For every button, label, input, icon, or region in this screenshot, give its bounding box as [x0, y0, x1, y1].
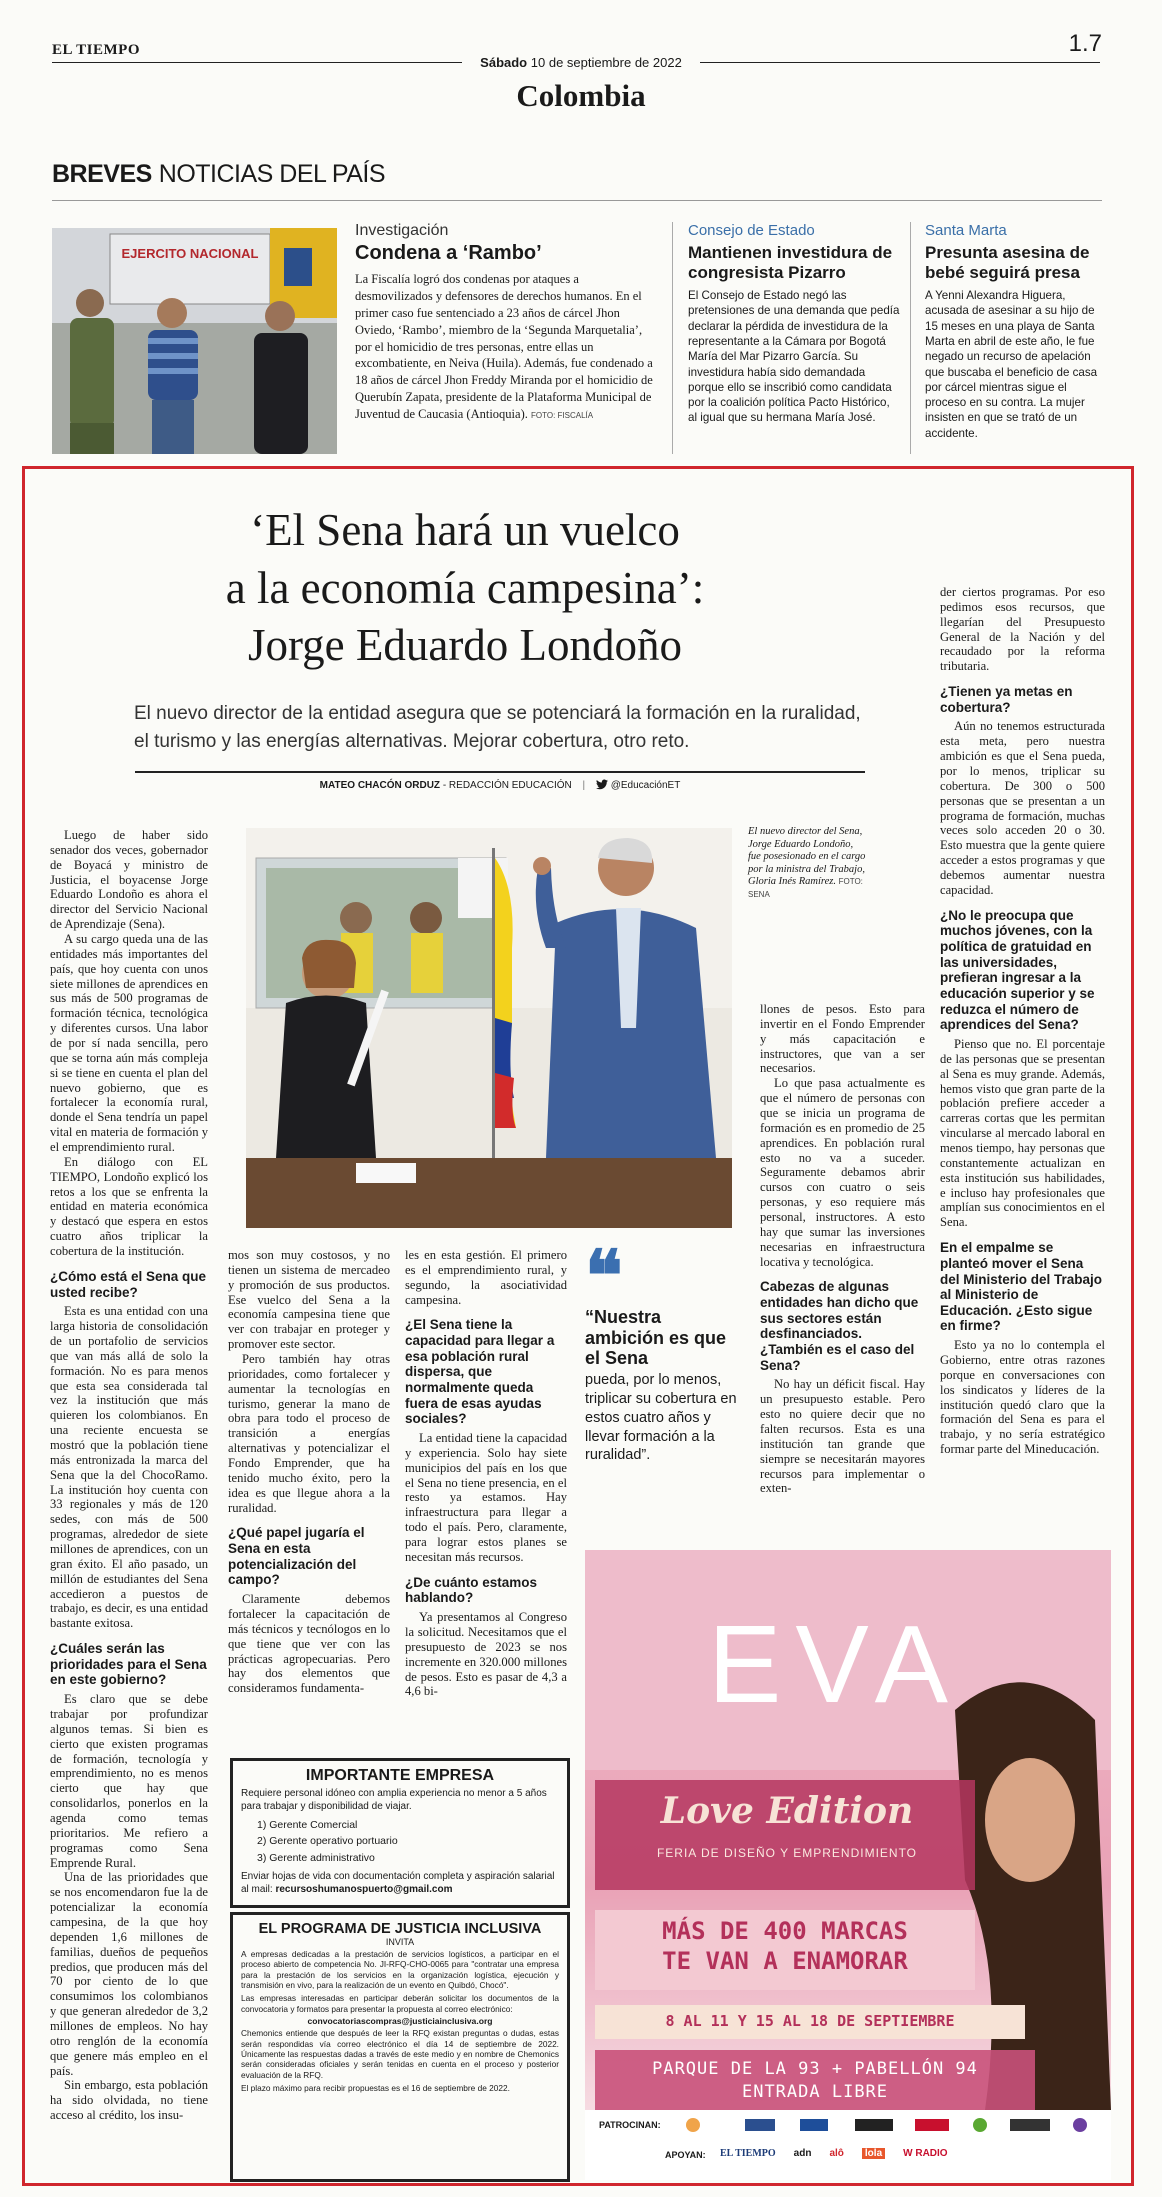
breve-1-credit: FOTO: FISCALÍA — [531, 411, 594, 420]
col4-paragraph: Lo que pasa actualmente es que el número de personas con que se inicia un programa de formación es en promedio de 25 aprendices. En población rural esto no va a suceder. Seguramente debamos abrir cursos con cuatro o seis personas, y eso requiere más personal, instructores. A esto hay que sumar las inversiones necesarias en infraestructura locativa y tecnológica. — [760, 1076, 925, 1269]
eva-marcas-line2: TE VAN A ENAMORAR — [662, 1947, 908, 1975]
ad-empresa-footer — [241, 1870, 559, 1896]
article-column-4 — [760, 1002, 925, 1496]
eva-brand: EVA — [708, 1603, 962, 1726]
question-heading: En el empalme se planteó mover el Sena del Ministerio del Trabajo al Ministerio de Educación. ¿Esto sigue en firme? — [940, 1240, 1103, 1334]
photo-caption — [748, 826, 868, 902]
article-deck: El nuevo director de la entidad asegura que se potenciará la formación en la ruralidad, el turismo y las energías alternativas. Mejorar cobertura, otro reto. — [134, 703, 861, 752]
question-heading: ¿Tienen ya metas en cobertura? — [940, 684, 1073, 715]
col1-paragraph: Luego de haber sido senador dos veces, gobernador de Boyacá y ministro de Justicia, el boyacense Jorge Eduardo Londoño es ahora el director del Servicio Nacional de Aprendizaje (Sena). — [50, 828, 208, 932]
question-heading: ¿De cuánto estamos hablando? — [405, 1574, 538, 1606]
eva-sponsor-logos — [675, 2116, 1095, 2134]
ad-justicia-p3: Chemonics entiende que después de leer la RFQ existan preguntas o dudas, estas serán respondidas vía correo electrónico el día 14 de septiembre de 2022. Únicamente las respuestas dadas a través de este medio y en nombre de Chemonics serán consideradas oficiales y serán tenidas en cuenta en el proceso y posterior evaluación de la RFQ. — [241, 2028, 559, 2080]
breve-1-kicker: Investigación — [355, 222, 449, 239]
answer-paragraph: Pienso que no. El porcentaje de las personas que se presentan al Sena es muy grande. Además, hemos visto que gran parte de la población prefiere acceder a carreras cortas que les permitan vincularse al mercado laboral en menos tiempo, hay personas que constantemente actualizan en esta institución sus habilidades, e incluso hay profesionales que amplían sus conocimientos en el Sena. — [940, 1037, 1105, 1230]
logo-lola: lola — [862, 2148, 885, 2159]
eva-patrocinan-label: PATROCINAN: — [599, 2120, 661, 2130]
title-line-1: ‘El Sena hará un vuelco — [250, 505, 680, 555]
sign-text: EJERCITO NACIONAL — [121, 246, 259, 261]
answer-paragraph: Esto ya no lo contempla el Gobierno, entre otras razones porque en conversaciones con los sindicatos y líderes de la institución quedó claro que la formación del Sena es para el trabajo, y no sería estratégico formar parte del Mineducación. — [940, 1338, 1105, 1457]
eva-feria: FERIA DE DISEÑO Y EMPRENDIMIENTO — [656, 1846, 918, 1860]
question-heading: ¿Cómo está el Sena que usted recibe? — [50, 1268, 207, 1300]
article-column-3 — [405, 1248, 567, 1699]
ad-justicia-p2: Las empresas interesadas en participar deberán solicitar los documentos de la convocatoria y formatos para presentar la propuesta al correo electrónico: — [241, 1993, 559, 2014]
breve-3-headline: Presunta asesina de bebé seguirá presa — [925, 243, 1090, 282]
breve-item-1 — [355, 222, 655, 423]
classified-ad-empresa — [230, 1758, 570, 1908]
ad-empresa-list — [257, 1817, 559, 1866]
quote-icon: ❝ — [585, 1239, 623, 1316]
article-column-2 — [228, 1248, 390, 1696]
pull-quote — [585, 1239, 745, 1465]
breve-2-headline: Mantienen investidura de congresista Pizarro — [688, 243, 893, 282]
logo-adn: adn — [793, 2148, 812, 2159]
logo-el-tiempo: EL TIEMPO — [720, 2148, 776, 2159]
question-heading: ¿No le preocupa que muchos jóvenes, con la política de gratuidad en las universidades, prefieran ingresar a la educación superior y se reduzca el número de aprendices del Sena? — [940, 907, 1095, 1033]
title-line-3: Jorge Eduardo Londoño — [247, 620, 683, 671]
breve-3-kicker: Santa Marta — [925, 222, 1007, 239]
classified-ad-justicia — [230, 1912, 570, 2182]
breves-divider-1 — [672, 222, 673, 454]
question-heading: ¿Cuáles serán las prioridades para el Sena en este gobierno? — [50, 1641, 207, 1688]
question-heading: ¿Qué papel jugaría el Sena en esta potencialización del campo? — [228, 1525, 365, 1588]
pull-quote-bold: “Nuestra ambición es que el Sena — [585, 1307, 727, 1369]
twitter-handle[interactable]: @EducaciónET — [610, 780, 681, 791]
breves-photo — [52, 228, 337, 454]
logo-w-radio: W RADIO — [903, 2148, 948, 2159]
section-title: Colombia — [516, 78, 646, 113]
breve-3-body: A Yenni Alexandra Higuera, acusada de asesinar a su hijo de 15 meses en una playa de Santa Marta en abril de este año, le fue negado un recurso de apelación que buscaba el beneficio de casa por cárcel mientras sigue el proceso en su contra. La mujer insisten en que se trató de un accidente. — [925, 289, 1098, 440]
breve-2-body: El Consejo de Estado negó las pretensiones de una demanda que pedía declarar la pérdida de investidura de la representante a la Cámara por Bogotá María del Mar Pizarro García. Su investidura había sido demandada porque ello se inscribió como candidata por la coalición política Pacto Histórico, al igual que su hermana María José. — [688, 289, 900, 425]
breve-item-3 — [925, 222, 1100, 441]
breve-2-kicker: Consejo de Estado — [688, 222, 815, 239]
eva-apoyan-logos — [720, 2148, 948, 2159]
ad-justicia-p4: El plazo máximo para recibir propuestas es el 16 de septiembre de 2022. — [241, 2082, 510, 2093]
eva-apoyan-label: APOYAN: — [665, 2150, 706, 2160]
article-title — [140, 502, 790, 675]
answer-paragraph: No hay un déficit fiscal. Hay un presupuesto estable. Pero esto no quiere decir que no falten recursos. Esta es una institución tan grande que siempre se necesitarán mayores recursos para implementar o exten- — [760, 1377, 925, 1496]
eva-dates: 8 AL 11 Y 15 AL 18 DE SEPTIEMBRE — [665, 2012, 955, 2030]
ad-empresa-email[interactable]: recursoshumanospuerto@gmail.com — [275, 1883, 453, 1895]
eva-entry: ENTRADA LIBRE — [741, 2081, 889, 2102]
answer-paragraph: La entidad tiene la capacidad y experiencia. Solo hay siete municipios del país en los que el Sena no tiene presencia, en el resto ya estamos. Hay infraestructura para llegar a todo el país. Pero, claramente, para lograr estos planes se necesitan más recursos. — [405, 1431, 567, 1564]
article-column-5 — [940, 585, 1105, 1457]
answer-paragraph: Claramente debemos fortalecer la capacitación de más técnicos y tecnólogos en lo que tiene que ver con las prácticas agropecuarias. Pero hay dos elementos que consideramos fundamenta- — [228, 1592, 390, 1696]
breves-label-bold: BREVES — [52, 160, 152, 188]
col3-paragraph: les en esta gestión. El primero es el emprendimiento rural, y segundo, la asociatividad campesina. — [405, 1248, 567, 1307]
eva-edition: Love Edition — [660, 1790, 914, 1832]
eva-marcas-line1: MÁS DE 400 MARCAS — [662, 1917, 908, 1945]
answer-paragraph: Ya presentamos al Congreso la solicitud. Necesitamos que el presupuesto de 2023 se nos incremente en 320.000 millones de pesos. Esto es pasar de 4,3 a 4,6 bi- — [405, 1610, 567, 1699]
ad-empresa-item: 1) Gerente Comercial — [257, 1819, 358, 1831]
breve-1-body — [355, 271, 655, 423]
eva-marcas — [599, 1916, 971, 1976]
breves-label-text: NOTICIAS DEL PAÍS — [158, 160, 386, 188]
answer-paragraph: Esta es una entidad con una larga historia de consolidación de un portafolio de servicios que van más allá de solo la formación. No es para menos que esta sea considerada tal vez la institución que más quieren los colombianos. En una reciente encuesta se mostró que la población tiene más entronizada la marca del Sena que la del ChocoRamo. La institución hoy cuenta con 33 regionales y más de 120 sedes, con más de 500 programas, alrededor de siete millones de aprendices, con un gran éxito. El año pasado, un millón de estudiantes del Sena accedieron a puestos de trabajo, es decir, es una entidad bastante exitosa. — [50, 1304, 208, 1631]
breves-divider-2 — [910, 222, 911, 454]
breve-item-2 — [688, 222, 900, 426]
pull-quote-text: pueda, por lo menos, triplicar su cobertura en estos cuatro años y llevar formación a la ruralidad”. — [585, 1372, 737, 1464]
eva-venue-block — [595, 2058, 1035, 2104]
logo-alo: alô — [829, 2148, 844, 2159]
ad-empresa-item: 3) Gerente administrativo — [257, 1851, 375, 1864]
breve-1-headline: Condena a ‘Rambo’ — [355, 242, 542, 264]
answer-paragraph: Sin embargo, esta población ha sido olvidada, no tiene acceso al crédito, los insu- — [50, 2078, 208, 2123]
question-heading: Cabezas de algunas entidades han dicho que sus sectores están desfinanciados. ¿También es el caso del Sena? — [760, 1279, 919, 1373]
col4-paragraph: llones de pesos. Esto para invertir en el Fondo Emprender y más capacitación e instructores, que van a ser necesarios. — [760, 1002, 925, 1076]
question-heading: ¿El Sena tiene la capacidad para llegar a esa población rural dispersa, que normalmente queda fuera de esas ayudas sociales? — [405, 1317, 555, 1427]
answer-paragraph: Una de las prioridades que se nos encomendaron fue la de potencializar la economía campesina, de la que hoy dependen 1,6 millones de familias, dueños de pequeños predios, que producen más del 70 por ciento de lo que consumimos los colombianos y que generan alrededor de 3,2 millones de empleos. No hay otro renglón de la economía que genere más empleo en el país. — [50, 1870, 208, 2078]
caption-credit: FOTO: SENA — [748, 877, 863, 899]
main-photo — [246, 828, 732, 1228]
ad-justicia-email[interactable]: convocatoriascompras@justiciainclusiva.org — [307, 2016, 493, 2027]
ad-empresa-intro: Requiere personal idóneo con amplia experiencia no menor a 5 años para trabajar y disponibilidad de viajar. — [241, 1788, 547, 1812]
answer-paragraph: Aún no tenemos estructurada esta meta, pero nuestra ambición es que el Sena pueda, por lo menos, triplicar su cobertura. De 300 o 500 personas que se presentan a un programa de formación, muchas veces solo acceden 20 o 30. Esto muestra que la gente quiere acceder a estos programas y que debemos aumentar nuestra capacidad. — [940, 719, 1105, 897]
ad-justicia-p1: A empresas dedicadas a la prestación de servicios logísticos, a participar en el proceso abierto de competencia No. JI-RFQ-CHO-0065 para "contratar una empresa para la prestación de los servicios en la organización logística, ejecución y transmisión en vivo, para la realización de un evento en Quibdó, Chocó". — [241, 1949, 559, 1991]
ad-empresa-title: IMPORTANTE EMPRESA — [305, 1767, 495, 1784]
col2-paragraph: mos son muy costosos, y no tienen un sistema de mercadeo y promoción de sus productos. Ese vuelco del Sena a la economía campesina tiene que ver con trabajar en proteger y promover este sector. — [228, 1248, 390, 1352]
byline: MATEO CHACÓN ORDUZ - REDACCIÓN EDUCACIÓN | @EducaciónET — [135, 771, 865, 793]
byline-desk: - REDACCIÓN EDUCACIÓN — [440, 780, 572, 791]
ad-justicia-title: EL PROGRAMA DE JUSTICIA INCLUSIVA — [258, 1921, 542, 1937]
col1-paragraph: A su cargo queda una de las entidades más importantes del país, que hoy cuenta con unos siete millones de aprendices en sus más de 500 programas de formación técnica, tecnológica y diferentes cursos. Una labor de por sí nada sencilla, pero que se torna aún más compleja si se tiene en cuenta el plan del nuevo gobierno, que es fortalecer la economía rural, donde el Sena tendría un papel vital en materia de formación y el emprendimiento rural. — [50, 932, 208, 1155]
weekday: Sábado — [480, 55, 528, 70]
title-line-2: a la economía campesina’: — [225, 562, 705, 613]
ad-empresa-item: 2) Gerente operativo portuario — [257, 1835, 398, 1848]
breves-label — [52, 160, 385, 189]
col5-paragraph: der ciertos programas. Por eso pedimos esos recursos, que llegarían del Presupuesto General de la Nación y del recaudado por la reforma tributaria. — [940, 585, 1105, 674]
page-number: 1.7 — [1068, 30, 1102, 57]
byline-name: MATEO CHACÓN ORDUZ — [319, 780, 441, 791]
breve-1-body-text: La Fiscalía logró dos condenas por ataques a desmovilizados y defensores de derechos humanos. En el primer caso fue sentenciado a 23 años de cárcel Jhon Oviedo, ‘Rambo’, miembro de la ‘Segunda Marquetalia’, por el homicidio de tres personas, entre ellas un excombatiente, en Neiva (Huila). Además, fue condenado a 18 años de cárcel Jhon Freddy Miranda por el homicidio de Querubín Zapata, presidente de la Plataforma Municipal de Juventud de Caucasia (Antioquia). — [355, 272, 653, 421]
eva-venue: PARQUE DE LA 93 + PABELLÓN 94 — [652, 2059, 978, 2079]
article-column-1 — [50, 828, 208, 2123]
dateline — [0, 55, 1162, 70]
col2-paragraph: Pero también hay otras prioridades, como fortalecer y aumentar la tecnologías en turismo, generar la mano de obra para todo el proceso de transición a energías alternativas y potencializar el Fondo Emprender, que ha tenido mucho éxito, pero la idea es que llegue ahora a la ruralidad. — [228, 1352, 390, 1515]
col1-paragraph: En diálogo con EL TIEMPO, Londoño explicó los retos a los que se enfrenta la entidad en materia económica y destacó que espera en estos cuatro años triplicar la cobertura de la institución. — [50, 1154, 208, 1259]
date: 10 de septiembre de 2022 — [530, 55, 682, 70]
ad-empresa-footer-text: Enviar hojas de vida con documentación completa y aspiración salarial al mail: — [241, 1870, 555, 1895]
masthead: EL TIEMPO — [52, 42, 140, 58]
answer-paragraph: Es claro que se debe trabajar por profundizar algunos temas. Si bien es cierto que existen programas de formación, tecnología y emprendimiento, no es menos cierto que hay que consolidarlos, ponerlos en la agenda como temas prioritarios. Me refiero a programas como Sena Emprende Rural. — [50, 1692, 208, 1870]
caption-text: El nuevo director del Sena, Jorge Eduardo Londoño, fue posesionado en el cargo por la ministra del Trabajo, Gloria Inés Ramírez. — [748, 826, 866, 888]
eva-advertisement[interactable] — [585, 1550, 1111, 2180]
breves-rule — [52, 200, 1102, 201]
twitter-icon — [596, 779, 608, 793]
ad-justicia-subtitle: INVITA — [385, 1937, 415, 1947]
